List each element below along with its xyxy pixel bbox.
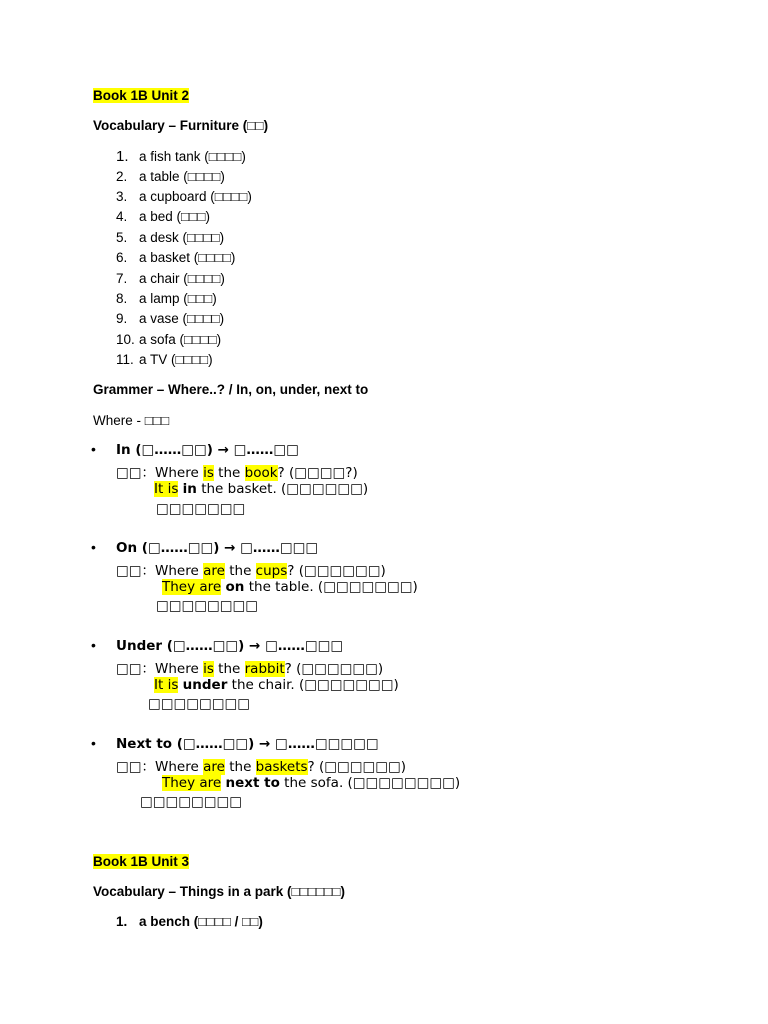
list-number: 10.: [116, 332, 135, 347]
section-heading: Under (□……□□) → □……□□□: [116, 638, 344, 654]
unit-heading: [93, 88, 189, 103]
list-number: 5.: [116, 230, 128, 245]
highlight-verb: is: [203, 661, 214, 677]
text: the: [224, 563, 256, 579]
text: the: [213, 661, 245, 677]
list-text: a chair (□□□□): [139, 271, 225, 286]
highlight-verb: are: [203, 563, 225, 579]
example-answer: [162, 775, 460, 791]
example-note: □□□□□□□□: [148, 696, 251, 712]
text: Where: [155, 661, 204, 677]
example-question: [116, 461, 358, 481]
list-number: 7.: [116, 271, 128, 286]
text: Where: [155, 759, 204, 775]
list-item: [116, 250, 235, 265]
list-text: a vase (□□□□): [139, 311, 225, 326]
text: the chair. (□□□□□□□): [227, 677, 399, 693]
list-number: 6.: [116, 250, 128, 265]
highlight-verb: is: [203, 465, 214, 481]
text: the table. (□□□□□□□): [244, 579, 418, 595]
vocabulary-heading: Vocabulary – Things in a park (□□□□□□): [93, 884, 345, 899]
list-item: [116, 914, 263, 929]
example-answer: [154, 677, 399, 693]
list-number: 4.: [116, 209, 128, 224]
list-item: [116, 148, 246, 165]
text: the: [213, 465, 245, 481]
highlight-noun: baskets: [255, 759, 308, 775]
preposition: in: [182, 481, 197, 497]
list-text: a sofa (□□□□): [139, 332, 222, 347]
list-item: [116, 271, 225, 286]
list-text: a bench (□□□□ / □□): [139, 914, 263, 929]
list-text: a bed (□□□): [139, 209, 210, 224]
where-definition: Where - □□□: [93, 413, 170, 428]
highlight-subject: It is: [154, 481, 179, 497]
text: ? (□□□□□□): [287, 563, 386, 579]
preposition: under: [182, 677, 228, 693]
unit-heading: [93, 854, 189, 869]
example-label: □□：: [116, 759, 156, 775]
section-heading: Next to (□……□□) → □……□□□□□: [116, 736, 379, 752]
list-item: [116, 189, 252, 204]
text: the sofa. (□□□□□□□□): [279, 775, 461, 791]
list-item: [116, 311, 224, 326]
grammar-heading: Grammer – Where..? / In, on, under, next to: [93, 382, 369, 397]
text: ? (□□□□□□): [307, 759, 407, 775]
text: ? (□□□□□□): [284, 661, 384, 677]
example-label: □□：: [116, 465, 156, 481]
highlight-subject: It is: [154, 677, 179, 693]
text: Where: [155, 563, 204, 579]
list-number: 11.: [116, 352, 134, 367]
highlight-subject: They are: [162, 775, 222, 791]
example-answer: [154, 481, 368, 497]
example-question: [116, 755, 406, 775]
list-text: a table (□□□□): [139, 169, 225, 184]
list-text: a lamp (□□□): [139, 291, 217, 306]
highlight-noun: book: [244, 465, 278, 481]
section-heading: On (□……□□) → □……□□□: [116, 540, 319, 556]
example-answer: [162, 579, 418, 595]
unit-heading-text: Book 1B Unit 3: [93, 854, 190, 869]
list-item: [116, 209, 210, 224]
list-number: 2.: [116, 169, 128, 184]
list-text: a TV (□□□□): [139, 352, 213, 367]
list-number: 3.: [116, 189, 128, 204]
example-label: □□：: [116, 661, 156, 677]
highlight-noun: cups: [255, 563, 288, 579]
text: ? (□□□□?): [277, 465, 358, 481]
example-question: [116, 559, 386, 579]
list-text: a desk (□□□□): [139, 230, 225, 245]
unit-heading-text: Book 1B Unit 2: [93, 88, 190, 103]
example-note: □□□□□□□: [156, 501, 246, 517]
section-heading: In (□……□□) → □……□□: [116, 442, 299, 458]
bullet-icon: •: [91, 637, 96, 653]
list-number: 1.: [116, 148, 129, 165]
example-label: □□：: [116, 563, 156, 579]
preposition: next to: [225, 775, 280, 791]
list-item: [116, 291, 217, 306]
list-number: 1.: [116, 914, 128, 929]
list-item: [116, 352, 213, 367]
vocabulary-heading: Vocabulary – Furniture (□□): [93, 118, 269, 133]
bullet-icon: •: [91, 735, 96, 751]
list-item: [116, 169, 225, 184]
text: Where: [155, 465, 204, 481]
highlight-noun: rabbit: [244, 661, 285, 677]
example-note: □□□□□□□□: [156, 598, 259, 614]
list-item: [116, 230, 224, 245]
text: the: [224, 759, 256, 775]
highlight-verb: are: [203, 759, 225, 775]
text: the basket. (□□□□□□): [196, 481, 369, 497]
list-number: 8.: [116, 291, 128, 306]
list-text: a basket (□□□□): [139, 250, 236, 265]
example-question: [116, 657, 383, 677]
list-text: a fish tank (□□□□): [139, 149, 246, 164]
example-note: □□□□□□□□: [140, 794, 243, 810]
list-text: a cupboard (□□□□): [139, 189, 252, 204]
highlight-subject: They are: [162, 579, 222, 595]
list-number: 9.: [116, 311, 128, 326]
list-item: [116, 332, 221, 347]
bullet-icon: •: [91, 539, 96, 555]
preposition: on: [225, 579, 245, 595]
bullet-icon: •: [91, 441, 96, 457]
